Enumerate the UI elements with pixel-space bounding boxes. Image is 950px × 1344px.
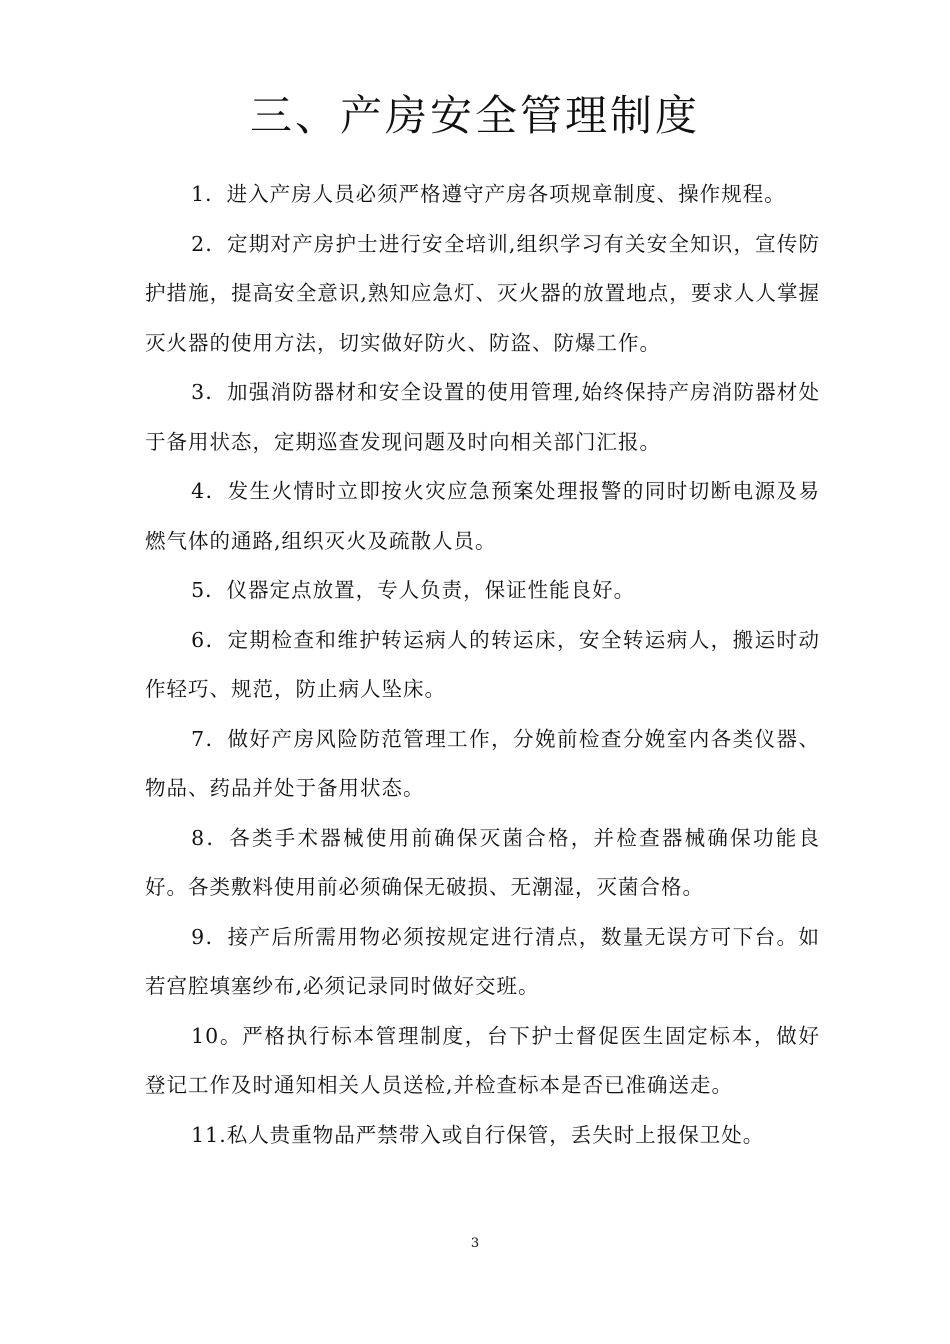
- paragraph-4: 4．发生火情时立即按火灾应急预案处理报警的同时切断电源及易燃气体的通路,组织灭火及疏散人员。: [145, 479, 820, 553]
- paragraph-8: 8．各类手术器械使用前确保灭菌合格，并检查器械确保功能良好。各类敷料使用前必须确保无破损、无潮湿，灭菌合格。: [145, 825, 820, 899]
- document-body: [145, 170, 820, 1160]
- paragraph-9: 9．接产后所需用物必须按规定进行清点，数量无误方可下台。如若宫腔填塞纱布,必须记录同时做好交班。: [145, 924, 820, 998]
- page-title: 三、产房安全管理制度: [249, 91, 700, 140]
- paragraph-2: 2．定期对产房护士进行安全培训,组织学习有关安全知识，宣传防护措施，提高安全意识,熟知应急灯、灭火器的放置地点，要求人人掌握灭火器的使用方法，切实做好防火、防盗、防爆工作。: [145, 231, 820, 355]
- page-number: 3: [470, 1236, 480, 1251]
- paragraph-1: 1．进入产房人员必须严格遵守产房各项规章制度、操作规程。: [191, 182, 786, 206]
- paragraph-10: 10。严格执行标本管理制度，台下护士督促医生固定标本，做好登记工作及时通知相关人员送检,并检查标本是否已准确送走。: [145, 1023, 820, 1097]
- paragraph-6: 6．定期检查和维护转运病人的转运床，安全转运病人，搬运时动作轻巧、规范，防止病人坠床。: [145, 627, 820, 701]
- paragraph-7: 7．做好产房风险防范管理工作，分娩前检查分娩室内各类仪器、物品、药品并处于备用状态。: [145, 726, 820, 800]
- paragraph-3: 3．加强消防器材和安全设置的使用管理,始终保持产房消防器材处于备用状态，定期巡查发现问题及时向相关部门汇报。: [145, 380, 820, 454]
- paragraph-5: 5．仪器定点放置，专人负责，保证性能良好。: [191, 578, 636, 602]
- paragraph-11: 11.私人贵重物品严禁带入或自行保管，丢失时上报保卫处。: [191, 1122, 765, 1147]
